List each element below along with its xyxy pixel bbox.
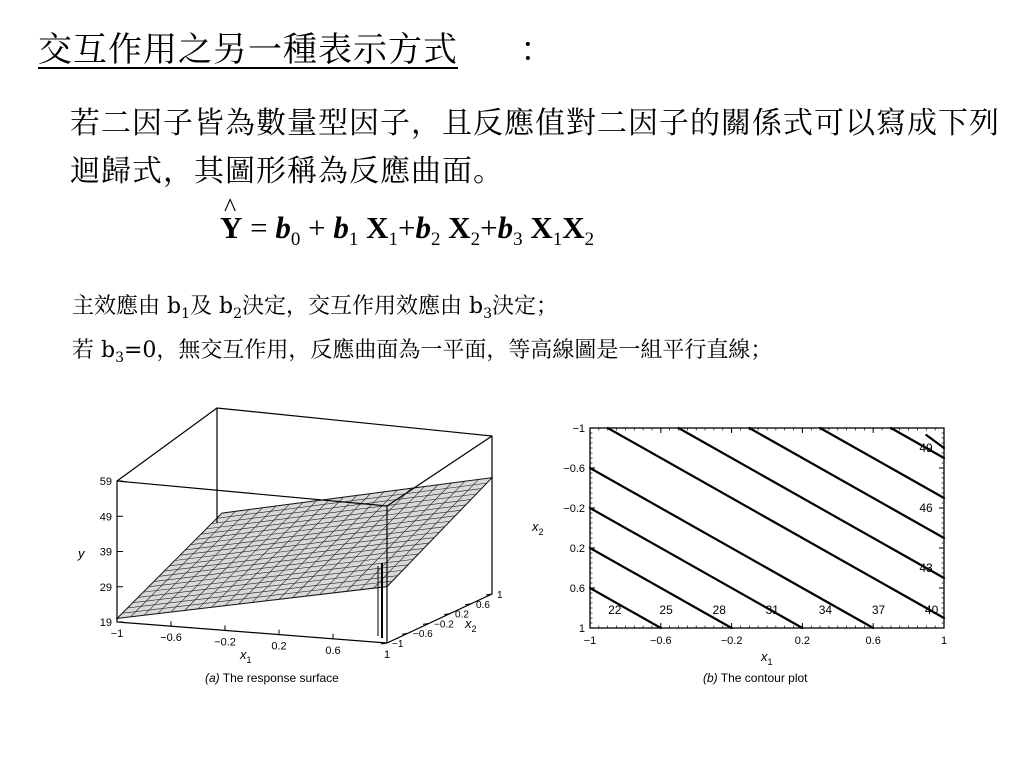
caption-a [205,671,339,685]
contour-lines [590,428,944,628]
contour-x-tick-label: −0.2 [720,635,743,647]
z-tick-label: 59 [99,476,112,488]
contour-frame [590,428,944,628]
line1-sub2: 2 [233,306,242,322]
x1-tick-label: 0.6 [325,644,341,657]
regression-formula [220,208,594,260]
x1-tick-label: 0.2 [271,640,287,653]
contour-y-tick-label: 0.2 [569,543,585,555]
var-x1-sub: 1 [388,229,398,250]
line1-sub1: 1 [181,306,190,322]
contour-label-bottom: 40 [924,603,939,617]
x1-tick-label: −0.2 [214,636,236,649]
coef-b3-sub: 3 [513,229,523,250]
contour-label-right: 46 [919,501,933,515]
contour-plot-chart [528,418,968,666]
line2-part1: 若 b [72,338,116,363]
contour-axis-label-x2: $x_2$ [532,519,544,537]
contour-label-right: 43 [919,561,933,575]
plus-sign: + [480,210,498,245]
contour-axis-label-x1: $x_1$ [761,649,773,666]
intro-paragraph: 若二因子皆為數量型因子，且反應值對二因子的關係式可以寫成下列迴歸式，其圖形稱為反應曲面。 [70,106,1000,189]
contour-line-43 [820,428,944,498]
coef-b2-sub: 2 [430,229,441,250]
var-x2-interaction: X [562,210,585,245]
z-tick-label: 29 [99,581,112,594]
caption-b-text: The contour plot [717,671,808,685]
x2-tick-label: −1 [392,639,404,650]
x2-tick-label: 1 [497,590,503,601]
contour-line-22 [590,588,661,628]
var-x1-interaction: X [530,210,553,245]
main-effect-line [72,292,558,329]
coef-b2: b [415,210,431,245]
contour-y-tick-label: −1 [572,423,585,435]
var-x2-sub: 2 [470,229,481,250]
var-x2: X [448,210,471,245]
equals-sign: = [250,210,268,245]
caption-b-letter: (b) [703,671,718,685]
var-x2-interaction-sub: 2 [584,229,595,250]
contour-label-right: 49 [919,441,933,455]
contour-line-40 [749,428,944,538]
coef-b1-sub: 1 [348,229,359,250]
box-top-front-edge [117,481,387,506]
coef-b1: b [333,210,349,245]
x2-tick-label: −0.2 [434,619,454,631]
var-x1: X [366,210,389,245]
axis-label-y: y [78,546,85,561]
contour-x-tick-label: 0.2 [794,635,811,647]
contour-label-bottom: 34 [818,603,833,617]
caption-b [703,671,808,685]
contour-x-tick-label: −1 [583,635,597,647]
x2-tick-label: 0.6 [476,599,490,611]
no-interaction-line [72,336,772,373]
slide-title: 交互作用之另一種表示方式 [38,30,458,70]
var-x1-interaction-sub: 1 [552,229,563,250]
x1-tick-label: 1 [383,649,391,661]
title-colon: ： [520,30,554,70]
axis-label-x1: $x_1$ [240,647,252,665]
contour-y-tick-label: −0.2 [563,503,585,515]
contour-y-tick-label: −0.6 [563,463,585,475]
contour-line-34 [608,428,944,618]
line1-part4: 決定； [492,294,559,319]
y-hat: ^ Y [220,210,242,245]
contour-y-tick-label: 1 [578,623,585,635]
contour-y-tick-label: 0.6 [569,583,585,595]
contour-label-bottom: 22 [608,603,622,617]
contour-label-bottom: 25 [659,603,673,617]
z-tick-label: 49 [99,511,112,524]
coef-b0: b [275,210,291,245]
contour-x-tick-label: −0.6 [649,635,672,647]
coef-b0-sub: 0 [290,229,301,250]
plus-sign: + [308,210,326,245]
line2-part2: =0，無交互作用，反應曲面為一平面，等高線圖是一組平行直線； [124,338,773,363]
axis-label-x2: $x_2$ [465,616,477,634]
plus-sign: + [398,210,416,245]
line1-part3: 決定，交互作用效應由 b [242,294,484,319]
x2-tick-label: −0.6 [413,629,433,641]
x2-tick-label: 0.2 [455,609,469,621]
caption-a-text: The response surface [219,671,339,685]
contour-label-bottom: 28 [712,603,726,617]
contour-x-tick-label: 1 [940,635,948,647]
z-tick-label: 19 [99,617,112,629]
coef-b3: b [497,210,514,245]
line1-sub3: 3 [483,306,492,322]
x1-tick-label: −1 [110,628,124,640]
contour-label-bottom: 37 [871,603,886,617]
line1-part2: 及 b [190,294,234,319]
line1-part1: 主效應由 b [72,294,182,319]
contour-line-37 [679,428,945,578]
contour-label-bottom: 31 [765,603,779,617]
x1-tick-label: −0.6 [160,632,182,645]
z-tick-label: 39 [99,546,112,559]
response-surface-chart [60,398,510,668]
caption-a-letter: (a) [205,671,220,685]
contour-x-tick-label: 0.6 [865,635,881,647]
line2-sub1: 3 [115,350,124,366]
